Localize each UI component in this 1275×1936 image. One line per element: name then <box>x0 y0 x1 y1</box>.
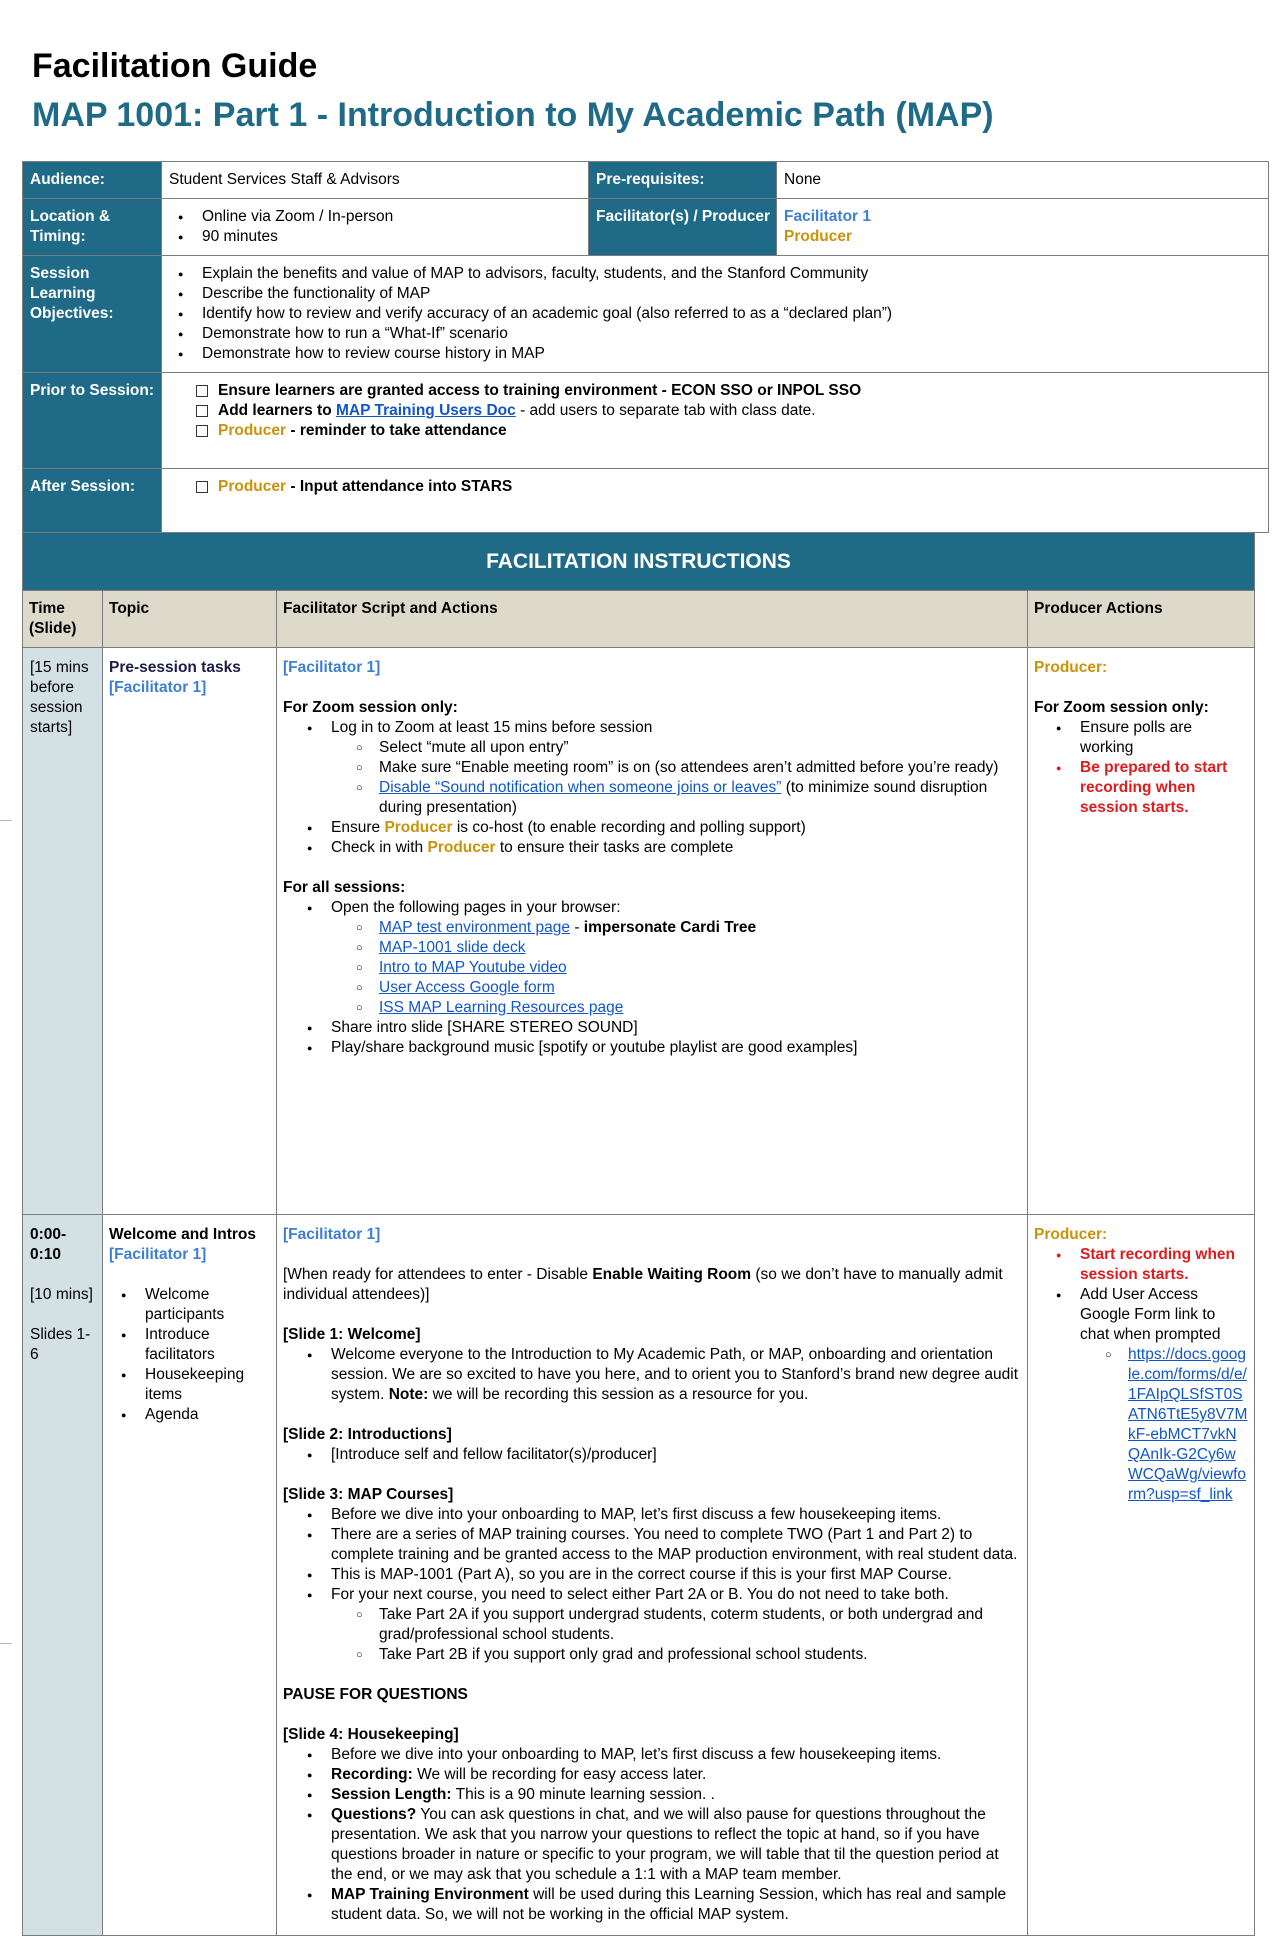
list-item: ● Recording: We will be recording for easy access later. <box>331 1765 1021 1785</box>
list-item: ● Before we dive into your onboarding to MAP, let’s first discuss a few housekeeping items. <box>331 1745 1021 1765</box>
row2-script: [Facilitator 1] [When ready for attendees to enter - Disable Enable Waiting Room (so we don’t have to manually admit individual attendees)] [Slide 1: Welcome] ● Welcome everyone to the Introduction to My Academic Path, or MAP, onboarding and orientation session. We are so excited to have you here, and to orient you to Stanford’s brand new degree audit system. Note: we will be recording this session as a resource for you. [Slide 2: Introductions] ● [Introduce self and fellow facilitator(s)/producer] [Slide 3: MAP Courses] ● Before we dive into your onboarding to MAP, let’s first discuss a few housekeeping items. ● There are a series of MAP training courses. You need to complete TWO (Part 1 and Part 2) to complete training and be granted access to the MAP production environment, with real student data. ● This is MAP-1001 (Part A), so you are in the correct course if this is your first MAP Course. ● For your next course, you need to select either Part 2A or B. You do not need to take both. ○ Take Part 2A if you support undergrad students, coterm students, or both undergrad and grad/professional school students. ○ Take Part 2B if you support only grad and professional school students. PAUSE FOR QUESTIONS [Slide 4: Housekeeping] ● Before we dive into your onboarding to MAP, let’s first discuss a few housekeeping items. ● Recording: We will be recording for easy access later. ● Session Length: This is a 90 minute learning session. . ● Questions? You can ask questions in chat, and we will also pause for questions throughout the presentation. We ask that you narrow your questions to reflect the topic at hand, so if you have questions broader in nature or specific to your program, we will table that til the question period at the end, or we may ask that you schedule a 1:1 with a MAP team member. ● MAP Training Environment will be used during this Learning Session, which has real and sample student data. So, we will not be working in the official MAP system. <box>277 1215 1028 1936</box>
facilitators-label: Facilitator(s) / Producer <box>589 199 777 256</box>
list-item: ○ Select “mute all upon entry” <box>379 738 1021 758</box>
list-item: ● Ensure Producer is co-host (to enable recording and polling support) <box>331 818 1021 838</box>
list-item: ● Demonstrate how to review course history in MAP <box>202 344 1262 364</box>
facilitation-instructions-table <box>22 532 1255 1936</box>
checklist-item: Add learners to MAP Training Users Doc - add users to separate tab with class date. <box>169 401 1262 421</box>
list-item: ● Describe the functionality of MAP <box>202 284 1262 304</box>
prior-value <box>162 373 1269 469</box>
list-item: ● Ensure polls are working <box>1080 718 1248 758</box>
resources-page-link[interactable]: ISS MAP Learning Resources page <box>379 999 624 1016</box>
slide-deck-link[interactable]: MAP-1001 slide deck <box>379 939 526 956</box>
list-item: ● Identify how to review and verify accuracy of an academic goal (also referred to as a “declared plan”) <box>202 304 1262 324</box>
google-form-url-link[interactable]: https://docs.google.com/forms/d/e/1FAIpQLSfST0SATN6TtE5y8V7MkF-ebMCT7vkNQAnIk-G2Cy6wWCQaWg/viewform?usp=sf_link <box>1128 1346 1248 1503</box>
col-script: Facilitator Script and Actions <box>277 591 1028 648</box>
list-item: ○ MAP test environment page - impersonate Cardi Tree <box>379 918 1021 938</box>
list-item: ○ Disable “Sound notification when someone joins or leaves” (to minimize sound disruption during presentation) <box>379 778 1021 818</box>
instructions-title: FACILITATION INSTRUCTIONS <box>23 533 1255 591</box>
list-item <box>1128 1345 1248 1505</box>
list-item: ○ Take Part 2A if you support undergrad students, coterm students, or both undergrad and grad/professional school students. <box>379 1605 1021 1645</box>
checklist-item: Producer - Input attendance into STARS <box>169 477 1262 497</box>
audience-value: Student Services Staff & Advisors <box>162 162 589 199</box>
checkbox[interactable] <box>196 405 208 417</box>
list-item: ● Start recording when session starts. <box>1080 1245 1248 1285</box>
row1-script: [Facilitator 1] For Zoom session only: ● Log in to Zoom at least 15 mins before session ○ Select “mute all upon entry” ○ Make sure “Enable meeting room” is on (so attendees aren’t admitted before you’re ready) ○ Disable “Sound notification when someone joins or leaves” (to minimize sound disruption during presentation) ● Ensure Producer is co-host (to enable recording and polling support) ● Check in with Producer to ensure their tasks are complete For all sessions: ● Open the following pages in your browser: ○ MAP test environment page - impersonate Cardi Tree ○ MAP-1001 slide deck ○ Intro to MAP Youtube video ○ User Access Google form ○ ISS MAP Learning Resources page ● Share intro slide [SHARE STEREO SOUND] ● Play/share background music [spotify or youtube playlist are good examples] <box>277 648 1028 1215</box>
row1-topic: Pre-session tasks [Facilitator 1] <box>103 648 277 1215</box>
list-item: ● This is MAP-1001 (Part A), so you are in the correct course if this is your first MAP Course. <box>331 1565 1021 1585</box>
checkbox[interactable] <box>196 385 208 397</box>
google-form-link[interactable]: User Access Google form <box>379 979 555 996</box>
course-title: MAP 1001: Part 1 - Introduction to My Academic Path (MAP) <box>32 96 994 134</box>
list-item: ● Open the following pages in your browser: ○ MAP test environment page - impersonate Cardi Tree ○ MAP-1001 slide deck ○ Intro to MAP Youtube video ○ User Access Google form ○ ISS MAP Learning Resources page <box>331 898 1021 1018</box>
facilitator-name: Facilitator 1 <box>784 208 871 225</box>
list-item: ● MAP Training Environment will be used during this Learning Session, which has real and sample student data. So, we will not be working in the official MAP system. <box>331 1885 1021 1925</box>
list-item: ● Session Length: This is a 90 minute learning session. . <box>331 1785 1021 1805</box>
list-item: ● Play/share background music [spotify or youtube playlist are good examples] <box>331 1038 1021 1058</box>
list-item: ○ Take Part 2B if you support only grad and professional school students. <box>379 1645 1021 1665</box>
facilitators-value <box>777 199 1269 256</box>
list-item: ● Online via Zoom / In-person <box>202 207 582 227</box>
list-item: ● Welcome participants <box>145 1285 270 1325</box>
list-item: ● Log in to Zoom at least 15 mins before session ○ Select “mute all upon entry” ○ Make sure “Enable meeting room” is on (so attendees aren’t admitted before you’re ready) ○ Disable “Sound notification when someone joins or leaves” (to minimize sound disruption during presentation) <box>331 718 1021 818</box>
prereq-label: Pre-requisites: <box>589 162 777 199</box>
list-item: ● Welcome everyone to the Introduction to My Academic Path, or MAP, onboarding and orientation session. We are so excited to have you here, and to orient you to Stanford’s brand new degree audit system. Note: we will be recording this session as a resource for you. <box>331 1345 1021 1405</box>
list-item: ○ Make sure “Enable meeting room” is on (so attendees aren’t admitted before you’re ready) <box>379 758 1021 778</box>
audience-label: Audience: <box>23 162 162 199</box>
list-item: ● Before we dive into your onboarding to MAP, let’s first discuss a few housekeeping items. <box>331 1505 1021 1525</box>
after-value <box>162 469 1269 533</box>
prior-label: Prior to Session: <box>23 373 162 469</box>
list-item: ● Housekeeping items <box>145 1365 270 1405</box>
after-label: After Session: <box>23 469 162 533</box>
row2-producer: Producer: ● Start recording when session starts. ● Add User Access Google Form link to chat when prompted ○ https://docs.google.com/forms/d/e/1FAIpQLSfST0SATN6TtE5y8V7MkF-ebMCT7vkNQAnIk-G2Cy6wWCQaWg/viewform?usp=sf_link <box>1028 1215 1255 1936</box>
col-time: Time (Slide) <box>23 591 103 648</box>
list-item: ● For your next course, you need to select either Part 2A or B. You do not need to take both. ○ Take Part 2A if you support undergrad students, coterm students, or both undergrad and grad/professional school students. ○ Take Part 2B if you support only grad and professional school students. <box>331 1585 1021 1665</box>
list-item: ● Check in with Producer to ensure their tasks are complete <box>331 838 1021 858</box>
map-test-env-link[interactable]: MAP test environment page <box>379 919 570 936</box>
checklist-item: Ensure learners are granted access to training environment - ECON SSO or INPOL SSO <box>169 381 1262 401</box>
producer-name: Producer <box>784 228 853 245</box>
list-item: ● Be prepared to start recording when session starts. <box>1080 758 1248 818</box>
list-item <box>379 938 1021 958</box>
objectives-label: Session Learning Objectives: <box>23 256 162 373</box>
list-item <box>379 998 1021 1018</box>
location-value <box>162 199 589 256</box>
col-producer: Producer Actions <box>1028 591 1255 648</box>
margin-marker <box>0 1643 12 1644</box>
location-label: Location & Timing: <box>23 199 162 256</box>
list-item: ● 90 minutes <box>202 227 582 247</box>
row1-time: [15 mins before session starts] <box>23 648 103 1215</box>
list-item <box>379 978 1021 998</box>
row1-producer: Producer: For Zoom session only: ● Ensure polls are working ● Be prepared to start recording when session starts. <box>1028 648 1255 1215</box>
checkbox[interactable] <box>196 481 208 493</box>
list-item: ● Agenda <box>145 1405 270 1425</box>
row2-topic: Welcome and Intros [Facilitator 1] ● Welcome participants ● Introduce facilitators ● Housekeeping items ● Agenda <box>103 1215 277 1936</box>
list-item: ● Questions? You can ask questions in chat, and we will also pause for questions throughout the presentation. We ask that you narrow your questions to reflect the topic at hand, so if you have questions broader in nature or specific to your program, we will table that til the question period at the end, or we may ask that you schedule a 1:1 with a MAP team member. <box>331 1805 1021 1885</box>
training-users-doc-link[interactable]: MAP Training Users Doc <box>336 402 516 419</box>
margin-marker <box>0 820 12 821</box>
checkbox[interactable] <box>196 425 208 437</box>
checklist-item: Producer - reminder to take attendance <box>169 421 1262 441</box>
list-item: ● Demonstrate how to run a “What-If” scenario <box>202 324 1262 344</box>
objectives-value <box>162 256 1269 373</box>
list-item: ● [Introduce self and fellow facilitator(s)/producer] <box>331 1445 1021 1465</box>
list-item: ● Share intro slide [SHARE STEREO SOUND] <box>331 1018 1021 1038</box>
list-item: ● Add User Access Google Form link to chat when prompted ○ https://docs.google.com/forms/d/e/1FAIpQLSfST0SATN6TtE5y8V7MkF-ebMCT7vkNQAnIk-G2Cy6wWCQaWg/viewform?usp=sf_link <box>1080 1285 1248 1505</box>
list-item <box>379 958 1021 978</box>
doc-title: Facilitation Guide <box>32 47 318 85</box>
youtube-video-link[interactable]: Intro to MAP Youtube video <box>379 959 567 976</box>
col-topic: Topic <box>103 591 277 648</box>
prereq-value: None <box>777 162 1269 199</box>
list-item: ● Introduce facilitators <box>145 1325 270 1365</box>
list-item: ● There are a series of MAP training courses. You need to complete TWO (Part 1 and Part 2) to complete training and be granted access to the MAP production environment, with real student data. <box>331 1525 1021 1565</box>
sound-notification-link[interactable]: Disable “Sound notification when someone joins or leaves” <box>379 779 782 796</box>
list-item: ● Explain the benefits and value of MAP to advisors, faculty, students, and the Stanford Community <box>202 264 1262 284</box>
session-info-table <box>22 161 1269 533</box>
row2-time: 0:00-0:10 [10 mins] Slides 1-6 <box>23 1215 103 1936</box>
